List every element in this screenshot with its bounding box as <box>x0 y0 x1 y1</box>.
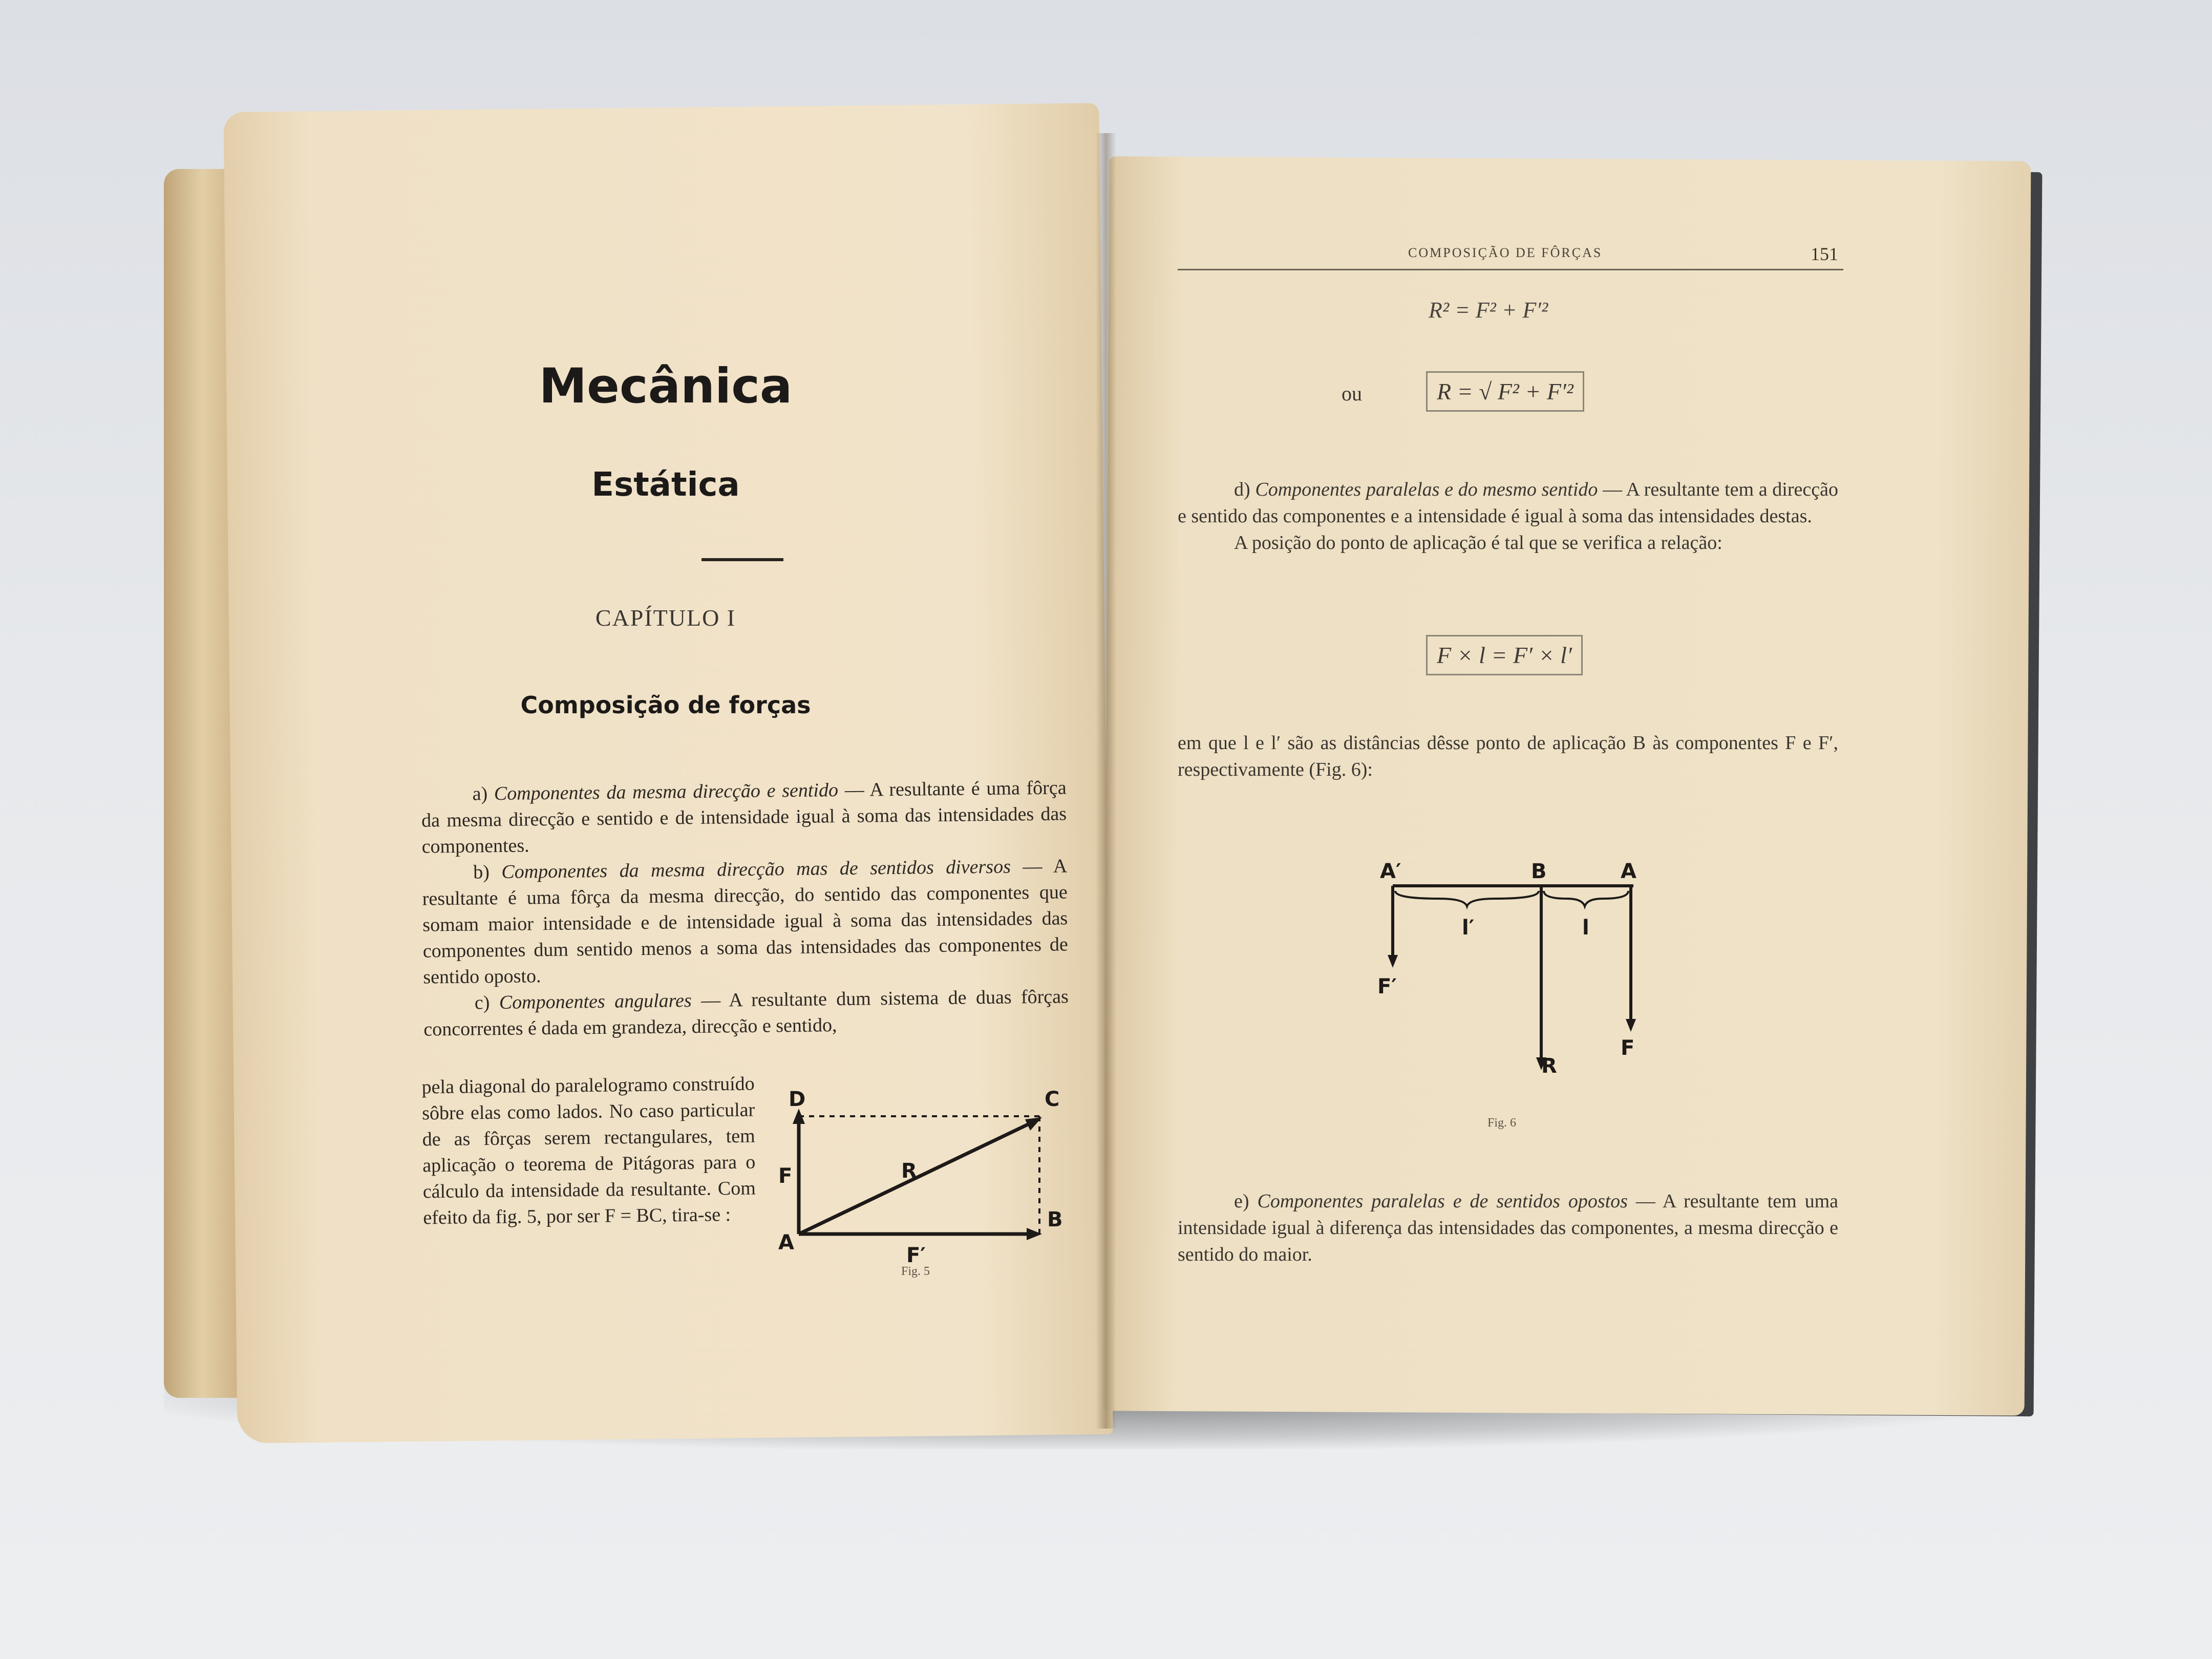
paragraph-italic-title: Componentes angulares <box>499 990 692 1014</box>
title-divider <box>701 558 783 561</box>
word-ou: ou <box>1342 382 1362 405</box>
paragraph-label: a) <box>472 783 488 805</box>
paragraph-label: e) <box>1234 1190 1249 1212</box>
label-C: C <box>1045 1088 1060 1111</box>
label-Aprime: A′ <box>1380 860 1401 883</box>
figure-5-parallelogram <box>763 1086 1075 1270</box>
paragraph-c-continued: pela diagonal do paralelogramo construído sôbre elas como lados. No caso particular de as fôrças serem rectangulares, tem aplicação o teorema de Pitágoras para o cálculo da intensidade da resultante. Com efeito da fig. 5, por ser F = BC, tira-se : <box>421 1073 756 1229</box>
paragraph-label: d) <box>1234 479 1250 500</box>
label-F: F <box>1621 1036 1635 1060</box>
label-l: l <box>1582 916 1589 940</box>
paragraph-label: b) <box>473 861 490 883</box>
label-Fprime: F′ <box>1377 975 1397 998</box>
page-number: 151 <box>1811 244 1838 264</box>
paragraph-e <box>1178 1188 1838 1268</box>
boxed-formula-moments: F × l = F′ × l′ <box>1426 635 1583 675</box>
paragraph-em-que: em que l e l′ são as distâncias dêsse ponto de aplicação B às componentes F e F′, respectivamente (Fig. 6): <box>1178 732 1838 780</box>
paragraph-d-position: A posição do ponto de aplicação é tal que se verifica a relação: <box>1234 532 1722 554</box>
paragraph-label: c) <box>474 992 490 1014</box>
paragraph-italic-title: Componentes paralelas e do mesmo sentido <box>1255 479 1598 500</box>
brace-lprime <box>1395 891 1539 906</box>
paragraph-italic-title: Componentes paralelas e de sentidos opostos <box>1257 1190 1628 1212</box>
label-R: R <box>1541 1054 1557 1078</box>
paragraph-d-main <box>1178 476 1838 529</box>
running-header-title: COMPOSIÇÃO DE FÔRÇAS <box>1408 245 1603 260</box>
page-subtitle: Estática <box>591 466 740 504</box>
label-R: R <box>901 1159 917 1183</box>
paragraph-text: — A resultante é uma fôrça da mesma direcção, do sentido das componentes que somam maior intensidade e de intensidade igual à soma das intensidades das componentes dum sentido menos a soma das intensidades das componentes de sentido oposto. <box>422 855 1068 988</box>
label-A: A <box>1621 860 1636 883</box>
running-header <box>1178 243 1843 270</box>
left-body-text <box>421 775 1069 1043</box>
boxed-formula-resultant: R = √ F² + F′² <box>1426 371 1584 412</box>
paragraph-text: — A resultante dum sistema de duas fôrças concorrentes é dada em grandeza, direcção e sentido, <box>423 986 1069 1040</box>
brace-l <box>1544 891 1628 906</box>
label-B: B <box>1047 1208 1063 1231</box>
paragraph-italic-title: Componentes da mesma direcção mas de sentidos diversos <box>501 856 1011 883</box>
paragraph-italic-title: Componentes da mesma direcção e sentido <box>494 779 839 805</box>
paragraph-text: — A resultante tem a direcção e sentido das componentes e a intensidade é igual à soma das intensidades destas. <box>1178 479 1838 527</box>
figure-6-parallel-forces <box>1357 855 1654 1111</box>
section-heading: Composição de forças <box>520 691 811 719</box>
arrowhead <box>1626 1019 1636 1032</box>
figure-5-caption: Fig. 5 <box>901 1265 930 1278</box>
arrowhead <box>1388 955 1398 968</box>
chapter-heading: CAPÍTULO I <box>595 605 736 631</box>
page-title: Mecânica <box>539 358 793 414</box>
book-gutter <box>1096 133 1116 1429</box>
formula-pythagoras: R² = F² + F′² <box>1429 297 1548 323</box>
paragraph-text: — A resultante é uma fôrça da mesma direcção e sentido e de intensidade igual à soma das intensidades das componentes. <box>421 777 1067 858</box>
label-lprime: l′ <box>1462 916 1475 940</box>
paragraph-e-main <box>1178 1188 1838 1268</box>
label-Fprime: F′ <box>906 1244 926 1267</box>
label-F: F <box>778 1164 793 1188</box>
paragraph-b <box>422 853 1069 990</box>
paragraph-c <box>423 984 1069 1043</box>
paragraph-d <box>1178 476 1838 556</box>
label-D: D <box>789 1088 806 1111</box>
paragraph-a <box>421 775 1067 860</box>
paragraph-text: — A resultante tem uma intensidade igual à diferença das intensidades das componentes, a mesma direcção e sentido do maior. <box>1178 1190 1838 1265</box>
figure-6-caption: Fig. 6 <box>1487 1116 1517 1130</box>
label-B: B <box>1531 860 1547 883</box>
label-A: A <box>778 1231 794 1254</box>
